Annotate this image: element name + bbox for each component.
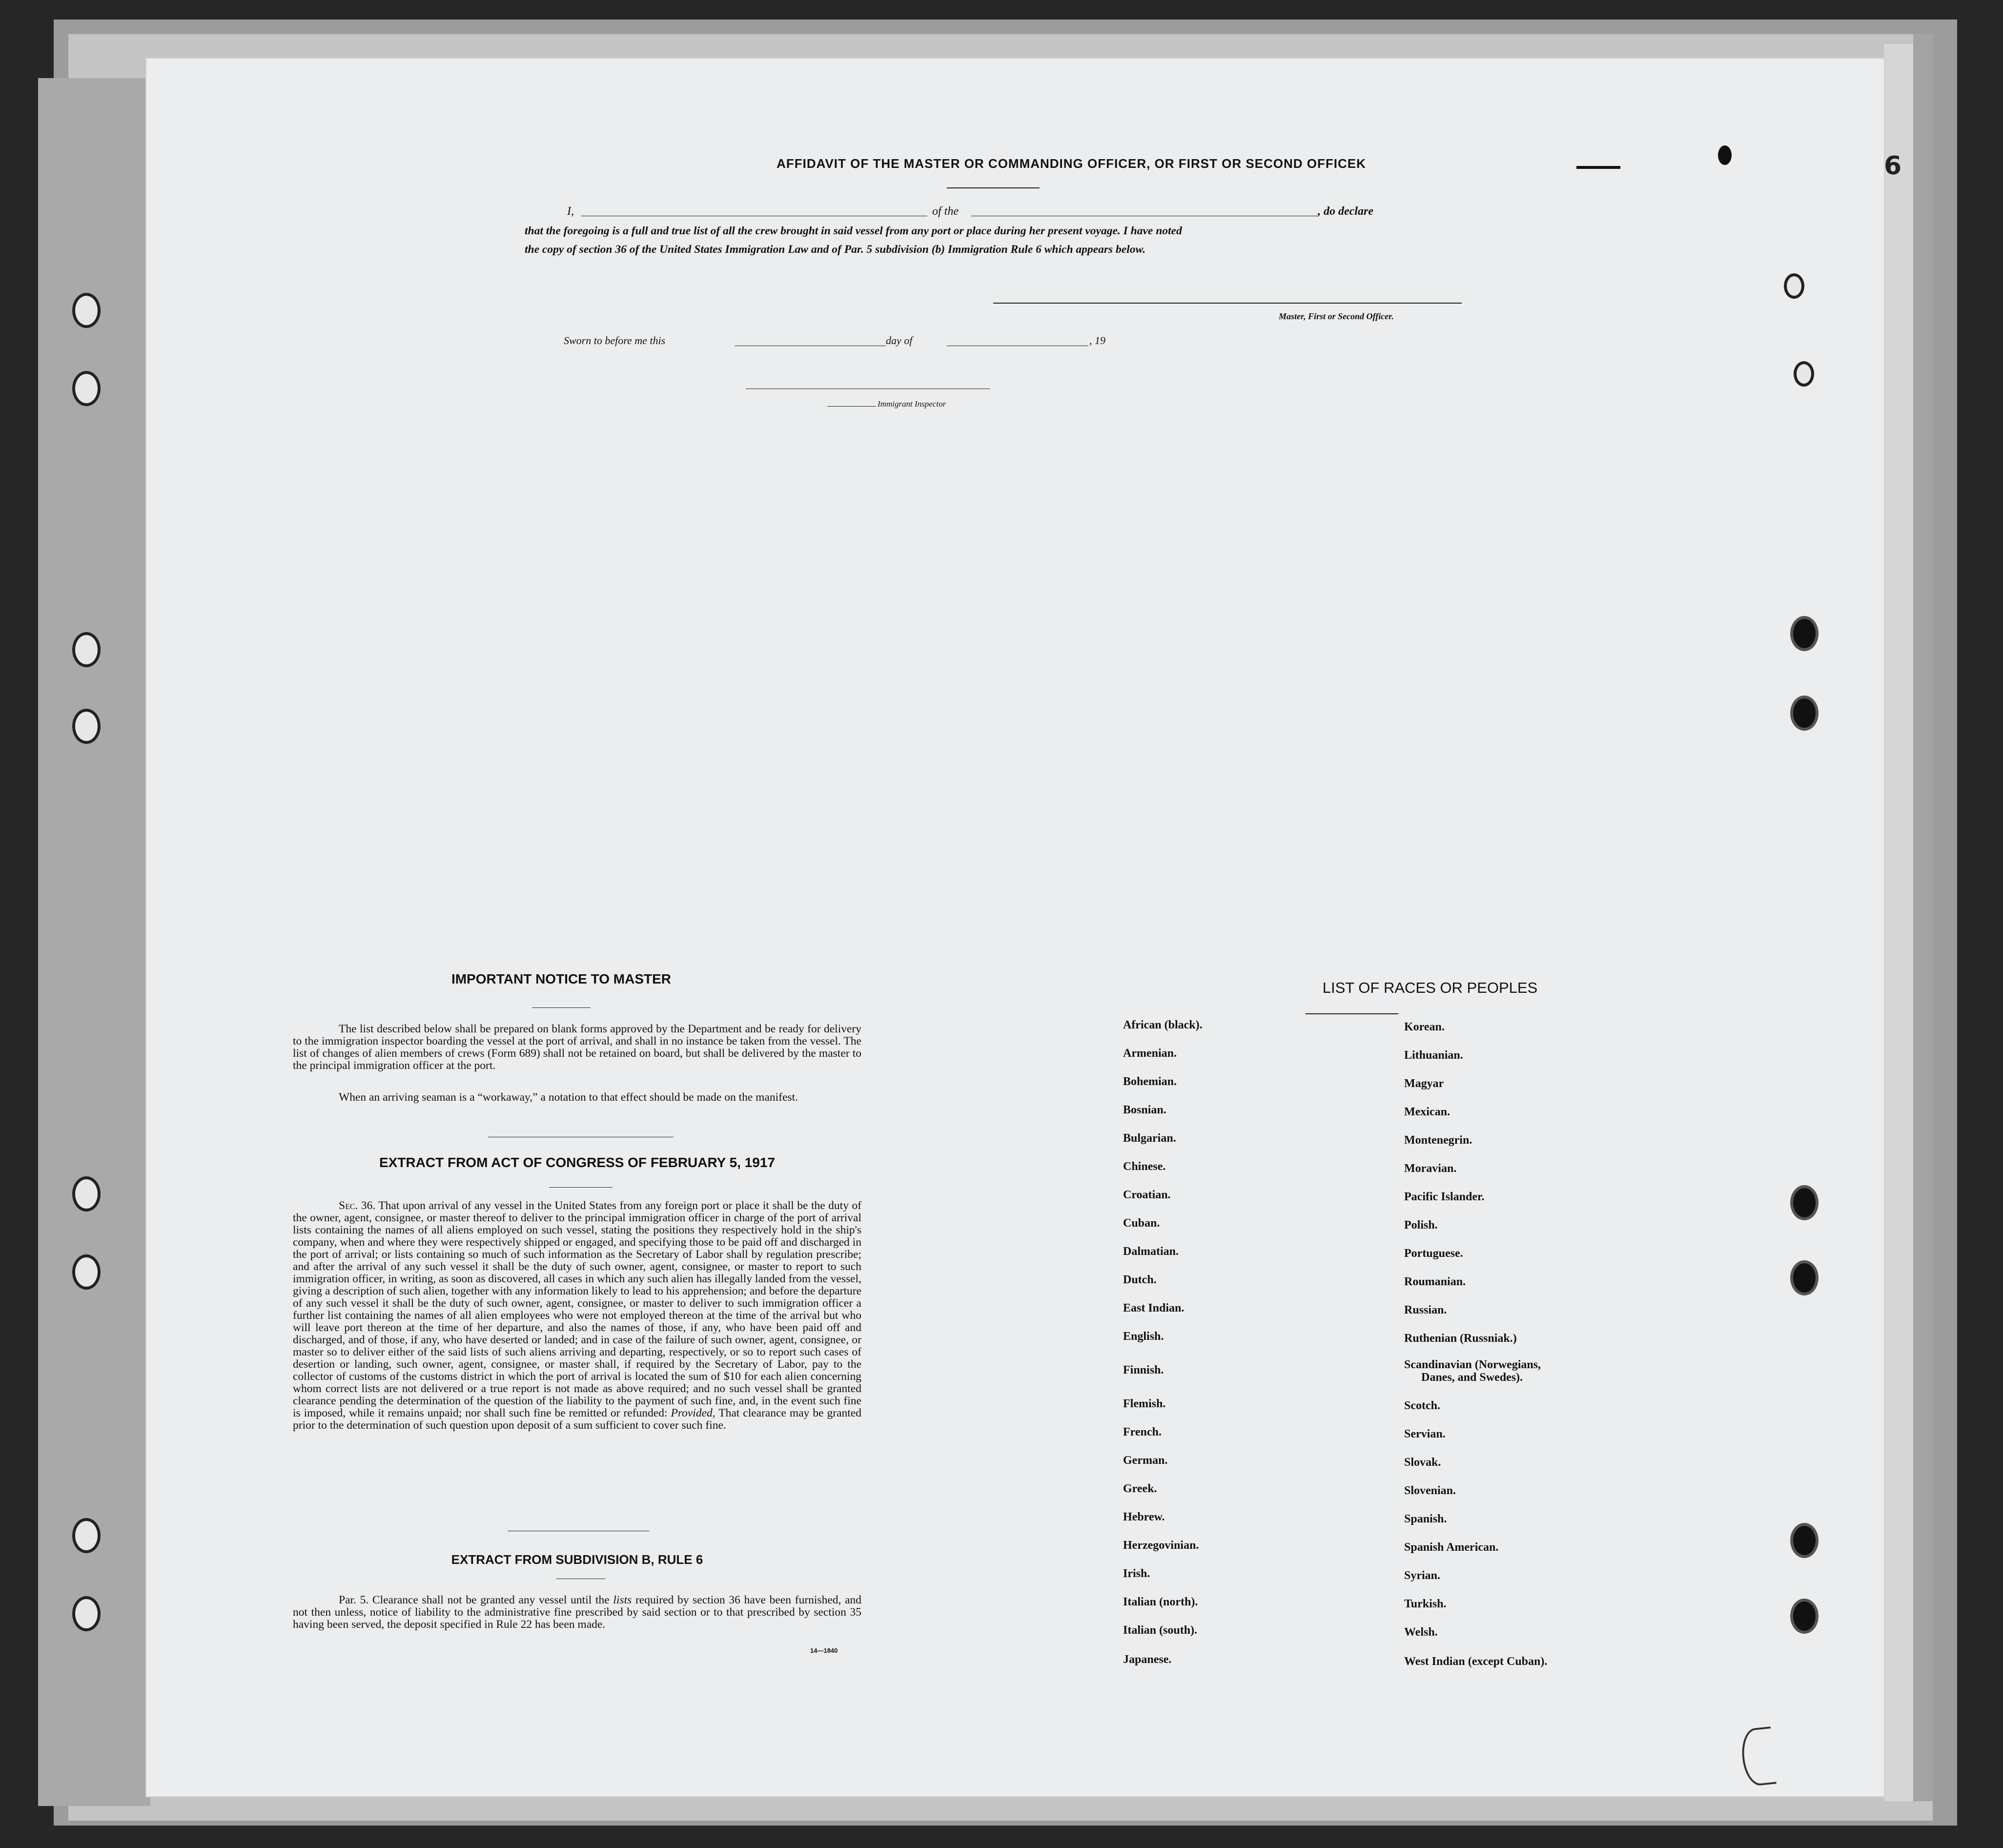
- race-item: Scandinavian (Norwegians,: [1404, 1358, 1541, 1371]
- affidavit-of-the: of the: [932, 205, 959, 218]
- race-item: Moravian.: [1404, 1162, 1457, 1175]
- margin-scribble: [1576, 151, 1620, 169]
- race-item: Croatian.: [1123, 1189, 1171, 1201]
- act-provided: Provided,: [671, 1407, 715, 1419]
- sworn-prefix: Sworn to before me this: [564, 334, 666, 347]
- act-section-label: Sec. 36.: [339, 1199, 376, 1212]
- page-number: 6: [1884, 151, 1902, 181]
- punch-hole: [72, 1596, 101, 1631]
- act-section-36-text: [293, 1200, 861, 1432]
- punch-hole: [1790, 1185, 1819, 1220]
- affidavit-line3: the copy of section 36 of the United States Immigration Law and of Par. 5 subdivision (b) Immigration Rule 6 which appears below.: [525, 243, 1146, 256]
- race-item: Finnish.: [1123, 1364, 1164, 1376]
- race-item: Italian (south).: [1123, 1624, 1198, 1637]
- race-item: Bohemian.: [1123, 1075, 1177, 1088]
- affidavit-title: AFFIDAVIT OF THE MASTER OR COMMANDING OFFICER, OR FIRST OR SECOND OFFICEK: [777, 156, 1366, 171]
- signature-line: [993, 303, 1462, 304]
- race-item: Scotch.: [1404, 1399, 1440, 1412]
- race-item: Korean.: [1404, 1021, 1445, 1033]
- race-item: Pacific Islander.: [1404, 1191, 1485, 1203]
- act-title: EXTRACT FROM ACT OF CONGRESS OF FEBRUARY 5, 1917: [379, 1155, 776, 1170]
- race-item: Chinese.: [1123, 1160, 1166, 1173]
- punch-hole: [72, 709, 101, 744]
- race-item: Irish.: [1123, 1567, 1150, 1580]
- race-item: Hebrew.: [1123, 1511, 1165, 1523]
- race-item: French.: [1123, 1426, 1162, 1438]
- race-item: Cuban.: [1123, 1217, 1160, 1230]
- margin-scribble: [1718, 145, 1732, 165]
- race-item: Mexican.: [1404, 1106, 1450, 1118]
- race-item: Ruthenian (Russniak.): [1404, 1332, 1517, 1345]
- punch-hole: [1790, 1523, 1819, 1558]
- right-sheet-edge: [1884, 44, 1913, 1801]
- punch-hole: [1790, 1260, 1819, 1295]
- document-page: [146, 59, 1902, 1796]
- race-item: Roumanian.: [1404, 1275, 1466, 1288]
- punch-hole: [1790, 1599, 1819, 1634]
- signature-caption: Master, First or Second Officer.: [1279, 311, 1394, 321]
- act-section-end: That clearance may be granted prior to the determination of such question upon deposit of a sum sufficient to cover such fine.: [293, 1407, 862, 1432]
- race-item: Servian.: [1404, 1428, 1446, 1440]
- race-item: Bulgarian.: [1123, 1132, 1176, 1145]
- race-item: Lithuanian.: [1404, 1049, 1463, 1062]
- race-item: Slovak.: [1404, 1456, 1441, 1469]
- rule-text-b: required by section 36 have been furnished, and not then unless, notice of liability to the administrative fine prescribed by said section or to that prescribed by section 35 having been served, the deposit specified in Rule 22 has been made.: [293, 1594, 862, 1631]
- punch-hole: [1784, 273, 1804, 299]
- races-title: LIST OF RACES OR PEOPLES: [1322, 979, 1538, 996]
- race-item: Japanese.: [1123, 1653, 1172, 1666]
- race-item: English.: [1123, 1330, 1164, 1343]
- race-item: Greek.: [1123, 1482, 1157, 1495]
- race-item: Spanish American.: [1404, 1541, 1499, 1554]
- notice-title: IMPORTANT NOTICE TO MASTER: [451, 971, 672, 986]
- sworn-day-of: day of: [886, 334, 913, 347]
- punch-hole: [72, 293, 101, 328]
- race-item: Spanish.: [1404, 1513, 1447, 1525]
- race-item: West Indian (except Cuban).: [1404, 1655, 1548, 1668]
- race-item: Russian.: [1404, 1304, 1447, 1316]
- act-section-body: That upon arrival of any vessel in the United States from any foreign port or place it shall be the duty of the owner, agent, consignee, or master thereof to deliver to the principal immigration officer in charge of the port of arrival lists containing the names of all aliens employed on such vessel, stating the positions they respectively hold in the ship's company, when and where they were respectively shipped or engaged, and specifying those to be paid off and discharged in the port of arrival; or lists containing so much of such information as the Secretary of Labor shall by regulation prescribe; and after the arrival of any such vessel it shall be the duty of such owner, agent, consignee, or master to report to such immigration officer, in writing, as soon as discovered, all cases in which any such alien has illegally landed from the vessel, giving a description of such alien, together with any information likely to lead to his apprehension; and before the departure of any such vessel it shall be the duty of such owner, agent, consignee, or master to deliver to such immigration officer a further list containing the names of all alien employees who were not employed thereon at the time of the arrival but who will leave port thereon at the time of her departure, and also the names of those, if any, who have been paid off and discharged, and of those, if any, who have deserted or landed; and in case of the failure of such owner, agent, consignee, or master so to deliver either of the said lists of such aliens arriving and departing, respectively, or so to report such cases of desertion or landing, such owner, agent, consignee, or master shall, if required by the Secretary of Labor, pay to the collector of customs of the customs district in which the port of arrival is located the sum of $10 for each alien concerning whom correct lists are not delivered or a true report is not made as above required; and no such vessel shall be granted clearance pending the determination of the question of the liability to the payment of such fine, and, in the event such fine is imposed, while it remains unpaid; nor shall such fine be remitted or refunded:: [293, 1199, 862, 1419]
- act-divider: [549, 1187, 613, 1188]
- notice-paragraph-2: When an arriving seaman is a “workaway,” a notation to that effect should be made on the manifest.: [339, 1091, 798, 1104]
- punch-hole: [72, 1518, 101, 1553]
- race-item: Magyar: [1404, 1077, 1444, 1090]
- race-item: Portuguese.: [1404, 1247, 1463, 1260]
- inspector-short-line: [827, 406, 876, 407]
- race-item: Montenegrin.: [1404, 1134, 1472, 1147]
- race-item: German.: [1123, 1454, 1168, 1467]
- race-item: Syrian.: [1404, 1569, 1441, 1582]
- race-item: Bosnian.: [1123, 1104, 1166, 1116]
- race-item: Welsh.: [1404, 1626, 1438, 1639]
- race-item: Herzegovinian.: [1123, 1539, 1199, 1552]
- punch-hole: [1794, 361, 1814, 387]
- race-item: East Indian.: [1123, 1302, 1185, 1314]
- race-item: Slovenian.: [1404, 1484, 1456, 1497]
- rule-title: EXTRACT FROM SUBDIVISION B, RULE 6: [451, 1552, 703, 1567]
- affidavit-line2: that the foregoing is a full and true list of all the crew brought in said vessel from any port or place during her present voyage. I have noted: [525, 225, 1182, 237]
- punch-hole: [72, 1254, 101, 1290]
- rule-lists-word: lists: [613, 1594, 632, 1606]
- race-item: African (black).: [1123, 1019, 1203, 1031]
- sworn-year: , 19: [1089, 334, 1105, 347]
- race-item: Dutch.: [1123, 1273, 1157, 1286]
- form-number: 14—1840: [810, 1647, 838, 1654]
- affidavit-declare: , do declare: [1318, 205, 1373, 218]
- race-item: Danes, and Swedes).: [1421, 1371, 1523, 1384]
- race-item: Polish.: [1404, 1219, 1438, 1232]
- punch-hole: [72, 371, 101, 406]
- punch-hole: [1790, 616, 1819, 651]
- race-item: Italian (north).: [1123, 1596, 1198, 1608]
- race-item: Armenian.: [1123, 1047, 1177, 1060]
- rule-paragraph: [293, 1594, 861, 1631]
- punch-hole: [1790, 696, 1819, 731]
- notice-paragraph-1: The list described below shall be prepared on blank forms approved by the Department and be ready for delivery to the immigration inspector boarding the vessel at the port of arrival, and shall in no instance be taken from the vessel. The list of changes of alien members of crews (Form 689) shall not be retained on board, but shall be delivered by the master to the principal immigration officer at the port.: [293, 1023, 861, 1072]
- race-item: Flemish.: [1123, 1397, 1166, 1410]
- punch-hole: [72, 632, 101, 667]
- right-sheet-edge: [1913, 34, 1933, 1801]
- handwritten-mark: [1739, 1726, 1777, 1787]
- race-item: Turkish.: [1404, 1598, 1447, 1610]
- title-divider: [947, 187, 1040, 188]
- punch-hole: [72, 1176, 101, 1211]
- races-divider: [1306, 1013, 1398, 1014]
- inspector-caption: Immigrant Inspector: [878, 399, 946, 409]
- affidavit-i: I,: [567, 205, 574, 218]
- notice-divider: [532, 1007, 591, 1008]
- race-item: Dalmatian.: [1123, 1245, 1179, 1258]
- rule-text-a: Par. 5. Clearance shall not be granted any vessel until the: [339, 1594, 610, 1606]
